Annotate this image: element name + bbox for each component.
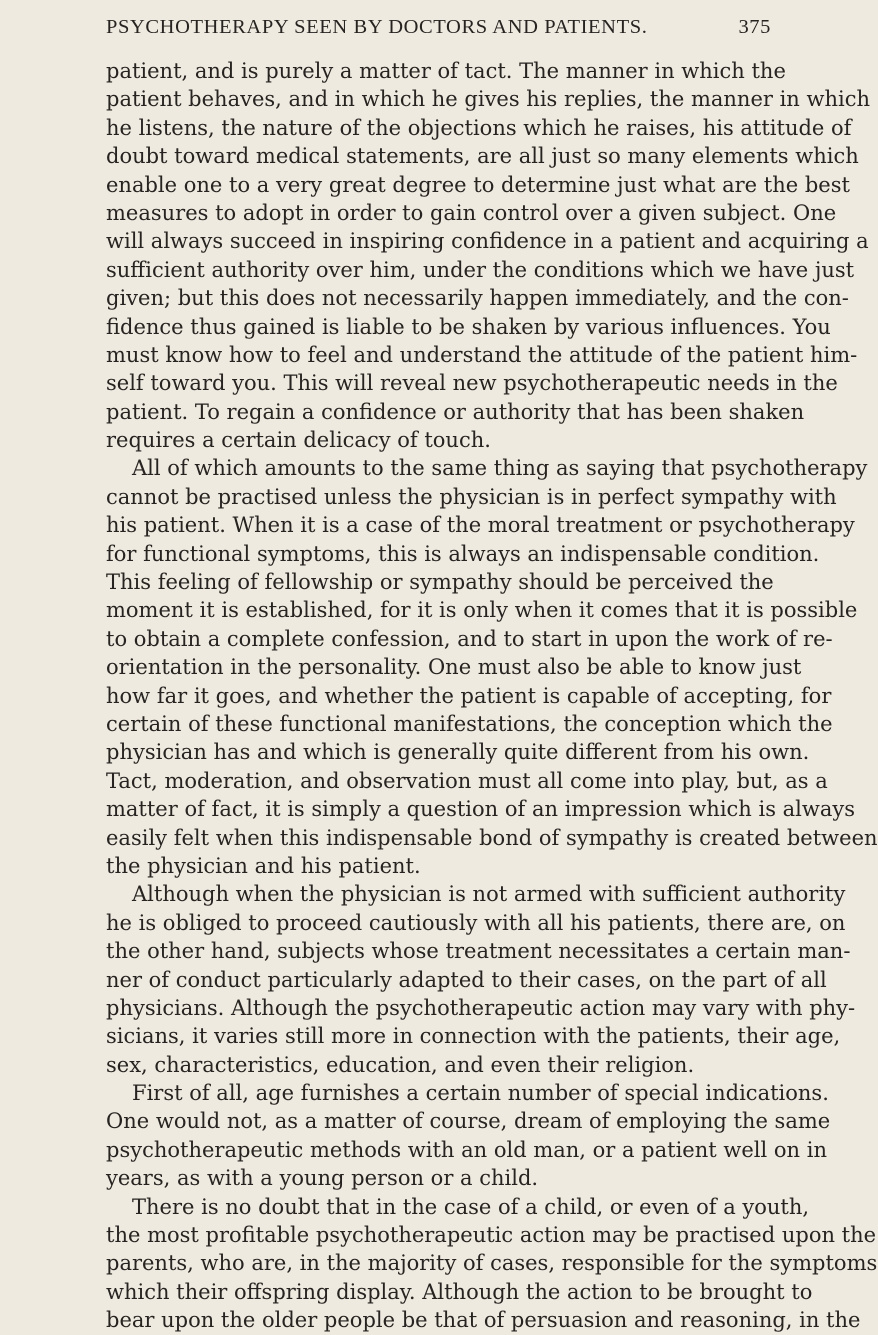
text-line: physicians. Although the psychotherapeutic action may vary with phy- — [106, 995, 856, 1020]
text-line: for functional symptoms, this is always an indispensable condition. — [106, 541, 820, 566]
page-number: 375 — [738, 16, 771, 38]
text-line: ner of conduct particularly adapted to their cases, on the part of all — [106, 967, 827, 992]
paragraph — [106, 1193, 878, 1335]
text-line: physician has and which is generally quite different from his own. — [106, 740, 810, 765]
text-line: This feeling of fellowship or sympathy should be perceived the — [106, 570, 774, 595]
text-line: Although when the physician is not armed with sufficient authority — [132, 882, 846, 907]
text-line: certain of these functional manifestations, the conception which the — [106, 711, 833, 736]
text-line: patient behaves, and in which he gives his replies, the manner in which — [106, 87, 871, 112]
text-line: sicians, it varies still more in connection with the patients, their age, — [106, 1024, 841, 1049]
text-line: doubt toward medical statements, are all just so many elements which — [106, 144, 859, 169]
text-line: moment it is established, for it is only when it comes that it is possible — [106, 598, 858, 623]
text-line: bear upon the older people be that of persuasion and reasoning, in the — [106, 1308, 861, 1333]
text-line: the most profitable psychotherapeutic action may be practised upon the — [106, 1223, 877, 1248]
text-line: sufficient authority over him, under the conditions which we have just — [106, 257, 855, 282]
text-line: will always succeed in inspiring confidence in a patient and acquiring a — [106, 229, 869, 254]
text-line: the physician and his patient. — [106, 853, 421, 878]
text-line: the other hand, subjects whose treatment necessitates a certain man- — [106, 939, 851, 964]
text-line: psychotherapeutic methods with an old man, or a patient well on in — [106, 1137, 827, 1162]
text-line: requires a certain delicacy of touch. — [106, 428, 491, 453]
text-line: orientation in the personality. One must also be able to know just — [106, 655, 802, 680]
text-line: he is obliged to proceed cautiously with all his patients, there are, on — [106, 910, 846, 935]
text-line: cannot be practised unless the physician is in perfect sympathy with — [106, 484, 837, 509]
paragraph — [106, 880, 856, 1079]
text-line: parents, who are, in the majority of cases, responsible for the symptoms — [106, 1251, 878, 1276]
text-line: There is no doubt that in the case of a child, or even of a youth, — [132, 1194, 810, 1219]
text-line: must know how to feel and understand the attitude of the patient him- — [106, 342, 858, 367]
text-line: All of which amounts to the same thing as saying that psychotherapy — [132, 456, 868, 481]
paragraph — [106, 57, 871, 454]
text-line: enable one to a very great degree to determine just what are the best — [106, 172, 850, 197]
paragraph — [106, 454, 878, 880]
text-line: patient. To regain a confidence or authority that has been shaken — [106, 399, 805, 424]
text-line: which their offspring display. Although the action to be brought to — [106, 1279, 813, 1304]
text-line: matter of fact, it is simply a question of an impression which is always — [106, 797, 856, 822]
running-head — [106, 16, 771, 42]
text-line: sex, characteristics, education, and even their religion. — [106, 1052, 695, 1077]
text-line: years, as with a young person or a child. — [106, 1166, 539, 1191]
text-line: First of all, age furnishes a certain number of special indications. — [132, 1081, 829, 1106]
text-line: measures to adopt in order to gain control over a given subject. One — [106, 200, 837, 225]
text-line: fidence thus gained is liable to be shaken by various influences. You — [106, 314, 831, 339]
text-line: self toward you. This will reveal new psychotherapeutic needs in the — [106, 371, 838, 396]
running-head-title: PSYCHOTHERAPY SEEN BY DOCTORS AND PATIENTS. — [106, 16, 648, 38]
paragraph — [106, 1079, 831, 1193]
text-line: easily felt when this indispensable bond of sympathy is created between — [106, 825, 878, 850]
text-line: One would not, as a matter of course, dream of employing the same — [106, 1109, 831, 1134]
text-line: to obtain a complete confession, and to start in upon the work of re- — [106, 626, 833, 651]
text-line: his patient. When it is a case of the moral treatment or psychotherapy — [106, 513, 855, 538]
text-line: how far it goes, and whether the patient is capable of accepting, for — [106, 683, 832, 708]
body-text — [106, 57, 878, 1335]
text-line: he listens, the nature of the objections which he raises, his attitude of — [106, 115, 852, 140]
text-line: Tact, moderation, and observation must all come into play, but, as a — [106, 768, 828, 793]
text-line: given; but this does not necessarily happen immediately, and the con- — [106, 286, 849, 311]
text-line: patient, and is purely a matter of tact. The manner in which the — [106, 59, 786, 83]
